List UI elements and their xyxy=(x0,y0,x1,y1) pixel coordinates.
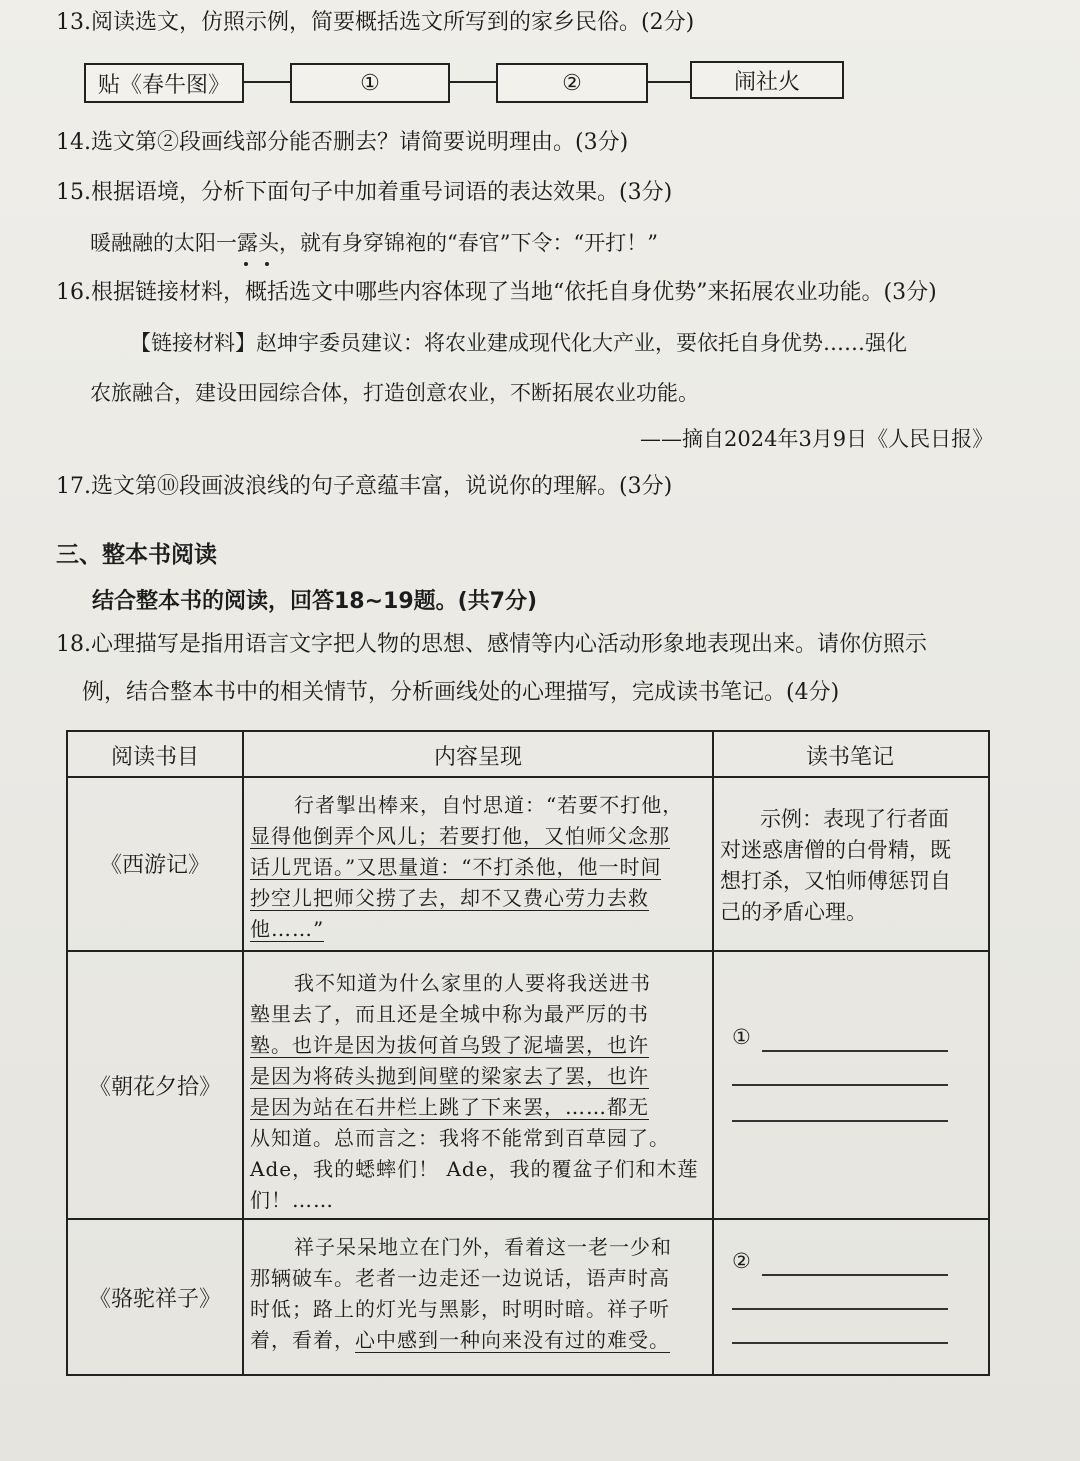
table-divider xyxy=(68,1218,988,1220)
header-content: 内容呈现 xyxy=(433,745,522,770)
emphasis-dot xyxy=(265,262,269,266)
note-example: 示例：表现了行者面 对迷惑唐僧的白骨精，既 想打杀，又怕师傅惩罚自 己的矛盾心理。 xyxy=(720,807,951,924)
question-13: 13.阅读选文，仿照示例，简要概括选文所写到的家乡民俗。(2分) xyxy=(56,10,695,35)
content-excerpt: 祥子呆呆地立在门外，看着这一老一少和 那辆破车。老者一边走还一边说话，语声时高 时低；路上的灯光与黑影，时明时暗。祥子听 着，看着，心中感到一种向来没有过的难受。 xyxy=(250,1235,672,1352)
answer-line[interactable] xyxy=(732,1120,948,1122)
content-excerpt: 行者掣出棒来，自忖思道：“若要不打他， 显得他倒弄个风儿；若要打他，又怕师父念那 话儿咒语。”又思量道：“不打杀他，他一时间 抄空儿把师父捞了去，却不又费心劳力去救 他……” xyxy=(250,793,684,941)
flow-box-3: ② xyxy=(496,63,648,103)
table-divider xyxy=(242,732,244,1374)
section-title: 三、整本书阅读 xyxy=(56,542,217,568)
emphasis-dot xyxy=(244,262,248,266)
answer-line[interactable] xyxy=(732,1342,948,1344)
book-title: 《朝花夕拾》 xyxy=(88,1075,221,1100)
answer-line[interactable] xyxy=(732,1084,948,1086)
answer-line[interactable] xyxy=(762,1274,948,1276)
table-divider xyxy=(712,732,714,1374)
flow-box-4: 闹社火 xyxy=(690,61,844,99)
material-source: ——摘自2024年3月9日《人民日报》 xyxy=(640,427,994,451)
flow-connector xyxy=(448,81,496,83)
flow-box-2: ① xyxy=(290,63,450,103)
content-excerpt: 我不知道为什么家里的人要将我送进书 塾里去了，而且还是全城中称为最严厉的书 塾。也许是因为拔何首乌毁了泥墙罢，也许 是因为将砖头抛到间壁的梁家去了罢，也许 是因为站在石井栏上跳了下来罢，……都无 从知道。总而言之：我将不能常到百草园了。 Ade，我的蟋蟀们！ Ade，我的覆盆子们和木莲 们！…… xyxy=(250,971,699,1212)
answer-blank-1-label: ① xyxy=(732,1025,751,1049)
table-divider xyxy=(68,950,988,952)
flow-connector xyxy=(646,81,690,83)
flow-box-1: 贴《春牛图》 xyxy=(84,63,244,103)
flow-connector xyxy=(242,81,290,83)
book-title: 《骆驼祥子》 xyxy=(88,1287,221,1312)
answer-line[interactable] xyxy=(762,1050,948,1052)
table-divider xyxy=(68,776,988,778)
question-18-line1: 18.心理描写是指用语言文字把人物的思想、感情等内心活动形象地表现出来。请你仿照示 xyxy=(56,632,927,657)
book-title: 《西游记》 xyxy=(99,853,210,878)
header-book: 阅读书目 xyxy=(110,745,199,770)
question-18-line2: 例，结合整本书中的相关情节，分析画线处的心理描写，完成读书笔记。(4分) xyxy=(82,680,840,705)
question-14: 14.选文第②段画线部分能否删去？请简要说明理由。(3分) xyxy=(56,130,629,155)
section-intro: 结合整本书的阅读，回答18~19题。(共7分) xyxy=(92,589,538,614)
answer-line[interactable] xyxy=(732,1308,948,1310)
emphasis-sentence: 暖融融的太阳一露头，就有身穿锦袍的“春官”下令：“开打！” xyxy=(90,231,658,255)
link-material-line1: 【链接材料】赵坤宇委员建议：将农业建成现代化大产业，要依托自身优势……强化 xyxy=(130,331,907,355)
header-notes: 读书笔记 xyxy=(805,745,894,770)
answer-blank-2-label: ② xyxy=(732,1249,751,1273)
link-material-line2: 农旅融合，建设田园综合体，打造创意农业，不断拓展农业功能。 xyxy=(90,381,699,405)
question-17: 17.选文第⑩段画波浪线的句子意蕴丰富，说说你的理解。(3分) xyxy=(56,474,673,499)
question-16: 16.根据链接材料，概括选文中哪些内容体现了当地“依托自身优势”来拓展农业功能。(3分) xyxy=(56,280,937,305)
question-15: 15.根据语境，分析下面句子中加着重号词语的表达效果。(3分) xyxy=(56,180,673,205)
reading-notes-table xyxy=(66,730,990,1376)
